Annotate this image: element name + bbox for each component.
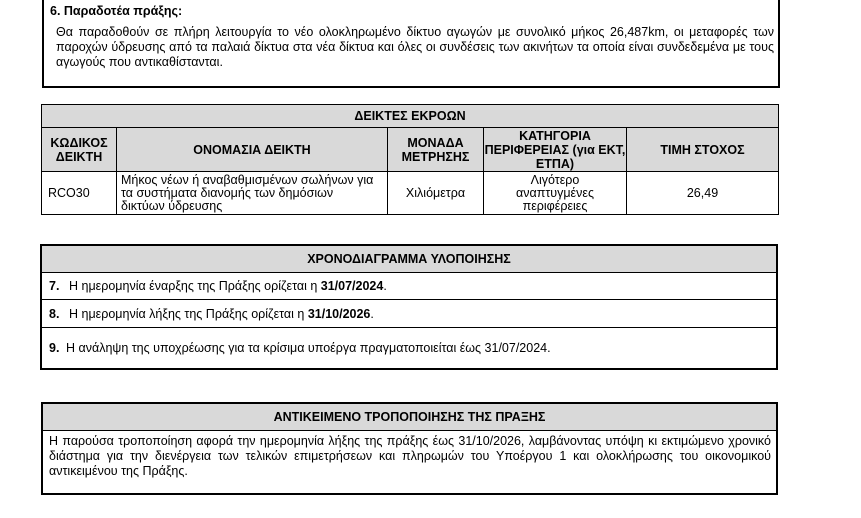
output-indicators-table [41,104,779,215]
deliverables-text: Θα παραδοθούν σε πλήρη λειτουργία το νέο ολοκληρωμένο δίκτυο αγωγών με συνολικό μήκος 26,487km, οι μεταφορές των παροχών ύδρευσης από τα παλαιά δίκτυα στα νέα δίκτυα και όλες οι συνδέσεις των ακινήτων τα οποία είναι συνδεδεμένα με τους αγωγούς που αντικαθίστανται. [56,25,774,69]
indicator-unit: Χιλιόμετρα [388,172,484,215]
amendment-text: Η παρούσα τροποποίηση αφορά την ημερομηνία λήξης της πράξης έως 31/10/2026, λαμβάνοντας υπόψη κι εκτιμώμενο χρονικό διάστημα για την διενέργεια των τελικών επιμετρήσεων και πληρωμών του Υποέργου 1 και ολοκλήρωσης του οικονομικού αντικειμένου της Πράξης. [49,434,771,478]
schedule-title: ΧΡΟΝΟΔΙΑΓΡΑΜΜΑ ΥΛΟΠΟΙΗΣΗΣ [41,245,777,273]
amendment-section [41,402,778,495]
indicators-title: ΔΕΙΚΤΕΣ ΕΚΡΟΩΝ [42,105,779,128]
indicator-name: Μήκος νέων ή αναβαθμισμένων σωλήνων για τα συστήματα διανομής των δημόσιων δικτύων ύδρευσης [117,172,388,215]
item-number: 9. [49,341,60,355]
col-header-category: ΚΑΤΗΓΟΡΙΑ ΠΕΡΙΦΕΡΕΙΑΣ (για ΕΚΤ, ΕΤΠΑ) [484,128,626,171]
end-date-value: 31/10/2026 [307,306,371,321]
item-end: . [383,279,387,293]
deliverables-section [42,0,780,88]
col-header-code: ΚΩΔΙΚΟΣ ΔΕΙΚΤΗ [42,128,117,172]
col-header-name: ΟΝΟΜΑΣΙΑ ΔΕΙΚΤΗ [117,128,388,172]
list-item [41,328,777,370]
col-header-target: ΤΙΜΗ ΣΤΟΧΟΣ [627,128,779,172]
list-item [41,300,777,328]
item-number: 8. [49,306,60,321]
table-row [42,172,779,215]
col-header-unit: ΜΟΝΑΔΑ ΜΕΤΡΗΣΗΣ [388,128,484,172]
item-number: 7. [49,279,60,293]
implementation-schedule-table [40,244,778,370]
deliverables-title: 6. Παραδοτέα πράξης: [50,4,183,18]
list-item [41,273,777,300]
indicator-target: 26,49 [627,172,779,215]
indicator-category: Λιγότερο αναπτυγμένες περιφέρειες [484,172,627,215]
critical-subprojects-text: Η ανάληψη της υποχρέωσης για τα κρίσιμα υποέργα πραγματοποιείται έως 31/07/2024. [66,341,551,355]
indicator-code: RCO30 [42,172,117,215]
amendment-title: ΑΝΤΙΚΕΙΜΕΝΟ ΤΡΟΠΟΠΟΙΗΣΗΣ ΤΗΣ ΠΡΑΞΗΣ [43,404,776,431]
start-date-text: Η ημερομηνία έναρξης της Πράξης ορίζεται η [69,279,321,293]
item-end: . [370,306,374,321]
end-date-text: Η ημερομηνία λήξης της Πράξης ορίζεται η [69,306,308,321]
start-date-value: 31/07/2024 [320,279,384,293]
